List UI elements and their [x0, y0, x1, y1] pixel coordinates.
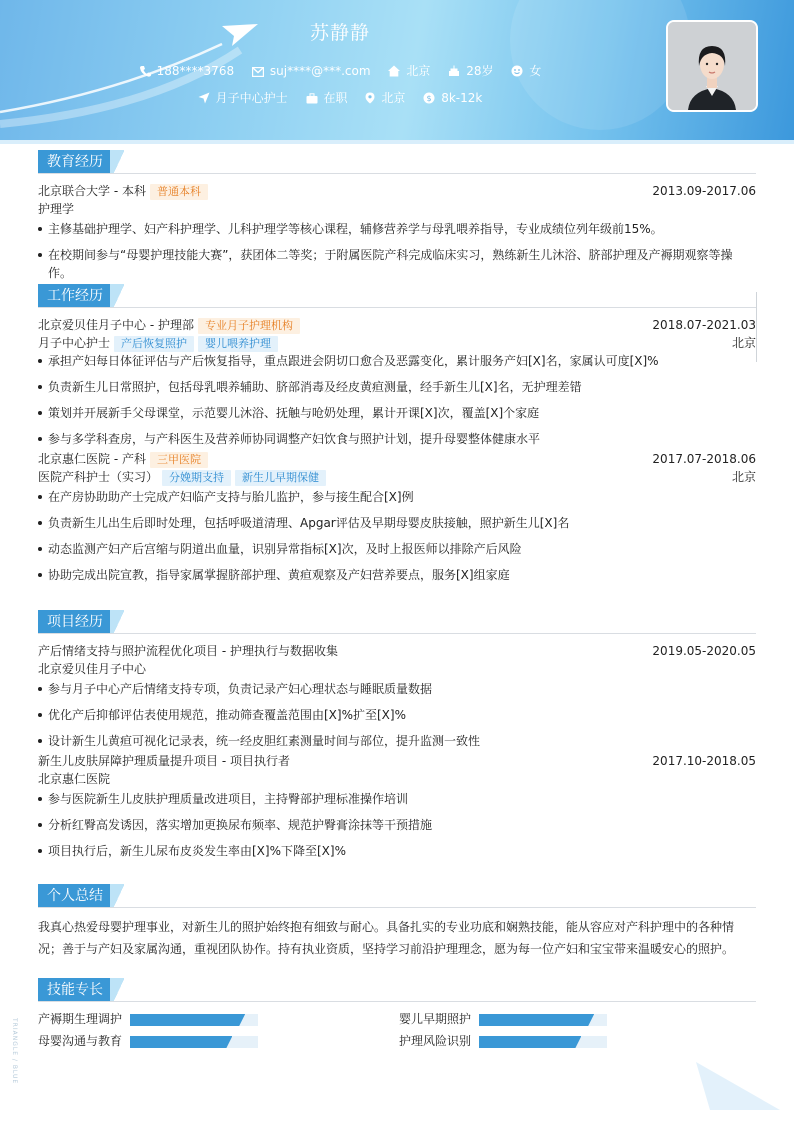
work-bullet: 在产房协助助产士完成产妇临产支持与胎儿监护，参与接生配合[X]例 — [38, 488, 756, 506]
major-name: 护理学 — [38, 202, 75, 216]
skill-bar-fill — [479, 1036, 581, 1048]
work-org: 北京爱贝佳月子中心 - 护理部 — [38, 318, 194, 332]
mail-icon — [252, 67, 264, 77]
gender-value: 女 — [529, 64, 542, 78]
avatar-image — [668, 22, 756, 110]
skill-bar — [479, 1036, 607, 1048]
section-title: 教育经历 — [38, 150, 110, 174]
project-org-row — [38, 660, 756, 678]
location-pin-icon — [365, 92, 375, 104]
header-divider — [0, 140, 794, 144]
work-period: 2018.07-2021.03 — [652, 318, 756, 332]
project-period: 2019.05-2020.05 — [652, 644, 756, 658]
target-city-value: 北京 — [381, 91, 406, 105]
education-bullet: 主修基础护理学、妇产科护理学、儿科护理学等核心课程，辅修营养学与母乳喂养指导，专业成绩位列年级前15%。 — [38, 220, 756, 238]
work-bullet: 承担产妇每日体征评估与产后恢复指导，重点跟进会阴切口愈合及恶露变化，累计服务产妇[X]名，家属认可度[X]% — [38, 352, 756, 370]
work-location: 北京 — [731, 336, 756, 350]
work-bullet: 协助完成出院宣教，指导家属掌握脐部护理、黄疸观察及产妇营养要点，服务[X]组家庭 — [38, 566, 756, 584]
work-bullet: 动态监测产妇产后宫缩与阴道出血量，识别异常指标[X]次，及时上报医师以排除产后风险 — [38, 540, 756, 558]
skill-name: 产褥期生理调护 — [38, 1012, 123, 1026]
skill-bar-fill — [130, 1014, 245, 1026]
project-bullet: 分析红臀高发诱因，落实增加更换尿布频率、规范护臀膏涂抹等干预措施 — [38, 816, 756, 834]
education-major — [38, 200, 756, 218]
work-entry — [38, 316, 756, 448]
skill-bar-fill — [479, 1014, 594, 1026]
project-bullet: 优化产后抑郁评估表使用规范，推动筛查覆盖范围由[X]%扩至[X]% — [38, 706, 756, 724]
skill-item — [38, 1033, 122, 1049]
skill-bar — [130, 1014, 258, 1026]
phone-value: 188****3768 — [156, 64, 235, 78]
skill-item — [399, 1033, 471, 1049]
summary-text: 我真心热爱母婴护理事业，对新生儿的照护始终抱有细致与耐心。具备扎实的专业功底和娴熟技能，能从容应对产科护理中的各种情况；善于与产妇及家属沟通，重视团队协作。持有执业资质，坚持学习前沿护理理念，愿为每一位产妇和宝宝带来温暖安心的照护。 — [38, 920, 735, 956]
work-role-row — [38, 468, 756, 486]
skill-item — [38, 1011, 122, 1027]
role-tag: 产后恢复照护 — [114, 336, 194, 352]
summary-section — [38, 884, 756, 960]
status-value: 在职 — [323, 91, 348, 105]
section-title: 项目经历 — [38, 610, 110, 634]
skill-name: 婴儿早期照护 — [399, 1012, 472, 1026]
skill-name: 母婴沟通与教育 — [38, 1034, 123, 1048]
project-org: 北京爱贝佳月子中心 — [38, 662, 147, 676]
resume-header — [0, 0, 794, 140]
section-title-decoration — [110, 284, 124, 308]
work-role: 医院产科护士（实习） — [38, 470, 159, 484]
work-role-row — [38, 334, 756, 352]
skill-name: 护理风险识别 — [399, 1034, 472, 1048]
project-title: 产后情绪支持与照护流程优化项目 - 护理执行与数据收集 — [38, 644, 338, 658]
send-icon — [198, 92, 210, 104]
section-header — [38, 284, 756, 308]
section-header — [38, 610, 756, 634]
projects-section — [38, 610, 756, 860]
work-bullet: 负责新生儿出生后即时处理，包括呼吸道清理、Apgar评估及早期母婴皮肤接触，照护新生儿[X]名 — [38, 514, 756, 532]
section-title-decoration — [110, 884, 124, 908]
role-tag: 分娩期支持 — [162, 470, 231, 486]
section-title-decoration — [110, 150, 124, 174]
section-title-decoration — [110, 610, 124, 634]
section-header — [38, 884, 756, 908]
home-icon — [388, 65, 400, 77]
email-value: suj****@***.com — [269, 64, 371, 78]
side-watermark: TRIANGLE / BLUE — [11, 1018, 18, 1085]
org-tag: 专业月子护理机构 — [198, 318, 300, 334]
project-org-row — [38, 770, 756, 788]
section-title: 工作经历 — [38, 284, 110, 308]
work-location: 北京 — [731, 470, 756, 484]
skill-item — [399, 1011, 471, 1027]
project-bullet: 参与月子中心产后情绪支持专项，负责记录产妇心理状态与睡眠质量数据 — [38, 680, 756, 698]
candidate-name: 苏静静 — [309, 22, 370, 44]
job-title-value: 月子中心护士 — [215, 91, 288, 105]
profile-photo — [666, 20, 758, 112]
section-divider — [38, 907, 756, 908]
education-bullet: 在校期间参与“母婴护理技能大赛”，获团体二等奖；于附属医院产科完成临床实习，熟练新生儿沐浴、脐部护理及产褥期观察等操作。 — [38, 246, 756, 282]
cake-icon — [448, 65, 460, 77]
project-header — [38, 752, 756, 770]
project-period: 2017.10-2018.05 — [652, 754, 756, 768]
section-divider — [38, 633, 756, 634]
salary-info — [423, 91, 482, 105]
work-entry — [38, 450, 756, 584]
briefcase-icon — [306, 93, 318, 104]
section-divider — [38, 1001, 756, 1002]
school-tag: 普通本科 — [150, 184, 208, 200]
skill-bar — [479, 1014, 607, 1026]
role-tag: 婴儿喂养护理 — [198, 336, 278, 352]
svg-text:$: $ — [426, 94, 432, 103]
city-value: 北京 — [406, 64, 431, 78]
city-info — [388, 62, 430, 79]
education-section — [38, 150, 756, 282]
section-title-decoration — [110, 978, 124, 1002]
face-icon — [511, 65, 523, 77]
job-intent-info — [0, 89, 680, 106]
status-info — [306, 89, 348, 106]
gender-info — [511, 62, 541, 79]
skill-bar — [130, 1036, 258, 1048]
work-bullet: 策划并开展新手父母课堂，示范婴儿沐浴、抚触与呛奶处理，累计开课[X]次，覆盖[X]个家庭 — [38, 404, 756, 422]
phone-icon — [139, 65, 151, 77]
work-role: 月子中心护士 — [38, 336, 111, 350]
margin-rule — [756, 292, 757, 362]
education-period: 2013.09-2017.06 — [652, 184, 756, 198]
project-header — [38, 642, 756, 660]
section-divider — [38, 307, 756, 308]
work-entry-header — [38, 450, 756, 468]
job-title-info — [198, 89, 288, 106]
work-period: 2017.07-2018.06 — [652, 452, 756, 466]
work-entry-header — [38, 316, 756, 334]
project-title: 新生儿皮肤屏障护理质量提升项目 - 项目执行者 — [38, 754, 290, 768]
salary-value: 8k-12k — [441, 91, 483, 105]
section-title: 技能专长 — [38, 978, 110, 1002]
project-bullet: 参与医院新生儿皮肤护理质量改进项目，主持臀部护理标准操作培训 — [38, 790, 756, 808]
section-header — [38, 978, 756, 1002]
org-tag: 三甲医院 — [150, 452, 208, 468]
section-header — [38, 150, 756, 174]
work-section — [38, 284, 756, 584]
project-entry — [38, 642, 756, 750]
project-org: 北京惠仁医院 — [38, 772, 111, 786]
target-city-info — [365, 89, 405, 106]
work-bullet: 负责新生儿日常照护，包括母乳喂养辅助、脐部消毒及经皮黄疸测量，经手新生儿[X]名，无护理差错 — [38, 378, 756, 396]
education-entry-header — [38, 182, 756, 200]
skills-section — [38, 978, 756, 1058]
email-info — [252, 64, 371, 78]
section-title: 个人总结 — [38, 884, 110, 908]
work-bullet: 参与多学科查房，与产科医生及营养师协同调整产妇饮食与照护计划，提升母婴整体健康水平 — [38, 430, 756, 448]
project-entry — [38, 752, 756, 860]
section-divider — [38, 173, 756, 174]
phone-info — [139, 64, 234, 78]
money-icon — [423, 92, 435, 104]
project-bullet: 项目执行后，新生儿尿布皮炎发生率由[X]%下降至[X]% — [38, 842, 756, 860]
skill-bar-fill — [130, 1036, 232, 1048]
contact-info — [0, 62, 680, 79]
school-name: 北京联合大学 - 本科 — [38, 184, 146, 198]
work-org: 北京惠仁医院 - 产科 — [38, 452, 146, 466]
role-tag: 新生儿早期保健 — [235, 470, 326, 486]
age-info — [448, 62, 493, 79]
age-value: 28岁 — [466, 64, 494, 78]
corner-decoration — [696, 1062, 780, 1112]
project-bullet: 设计新生儿黄疸可视化记录表，统一经皮胆红素测量时间与部位，提升监测一致性 — [38, 732, 756, 750]
